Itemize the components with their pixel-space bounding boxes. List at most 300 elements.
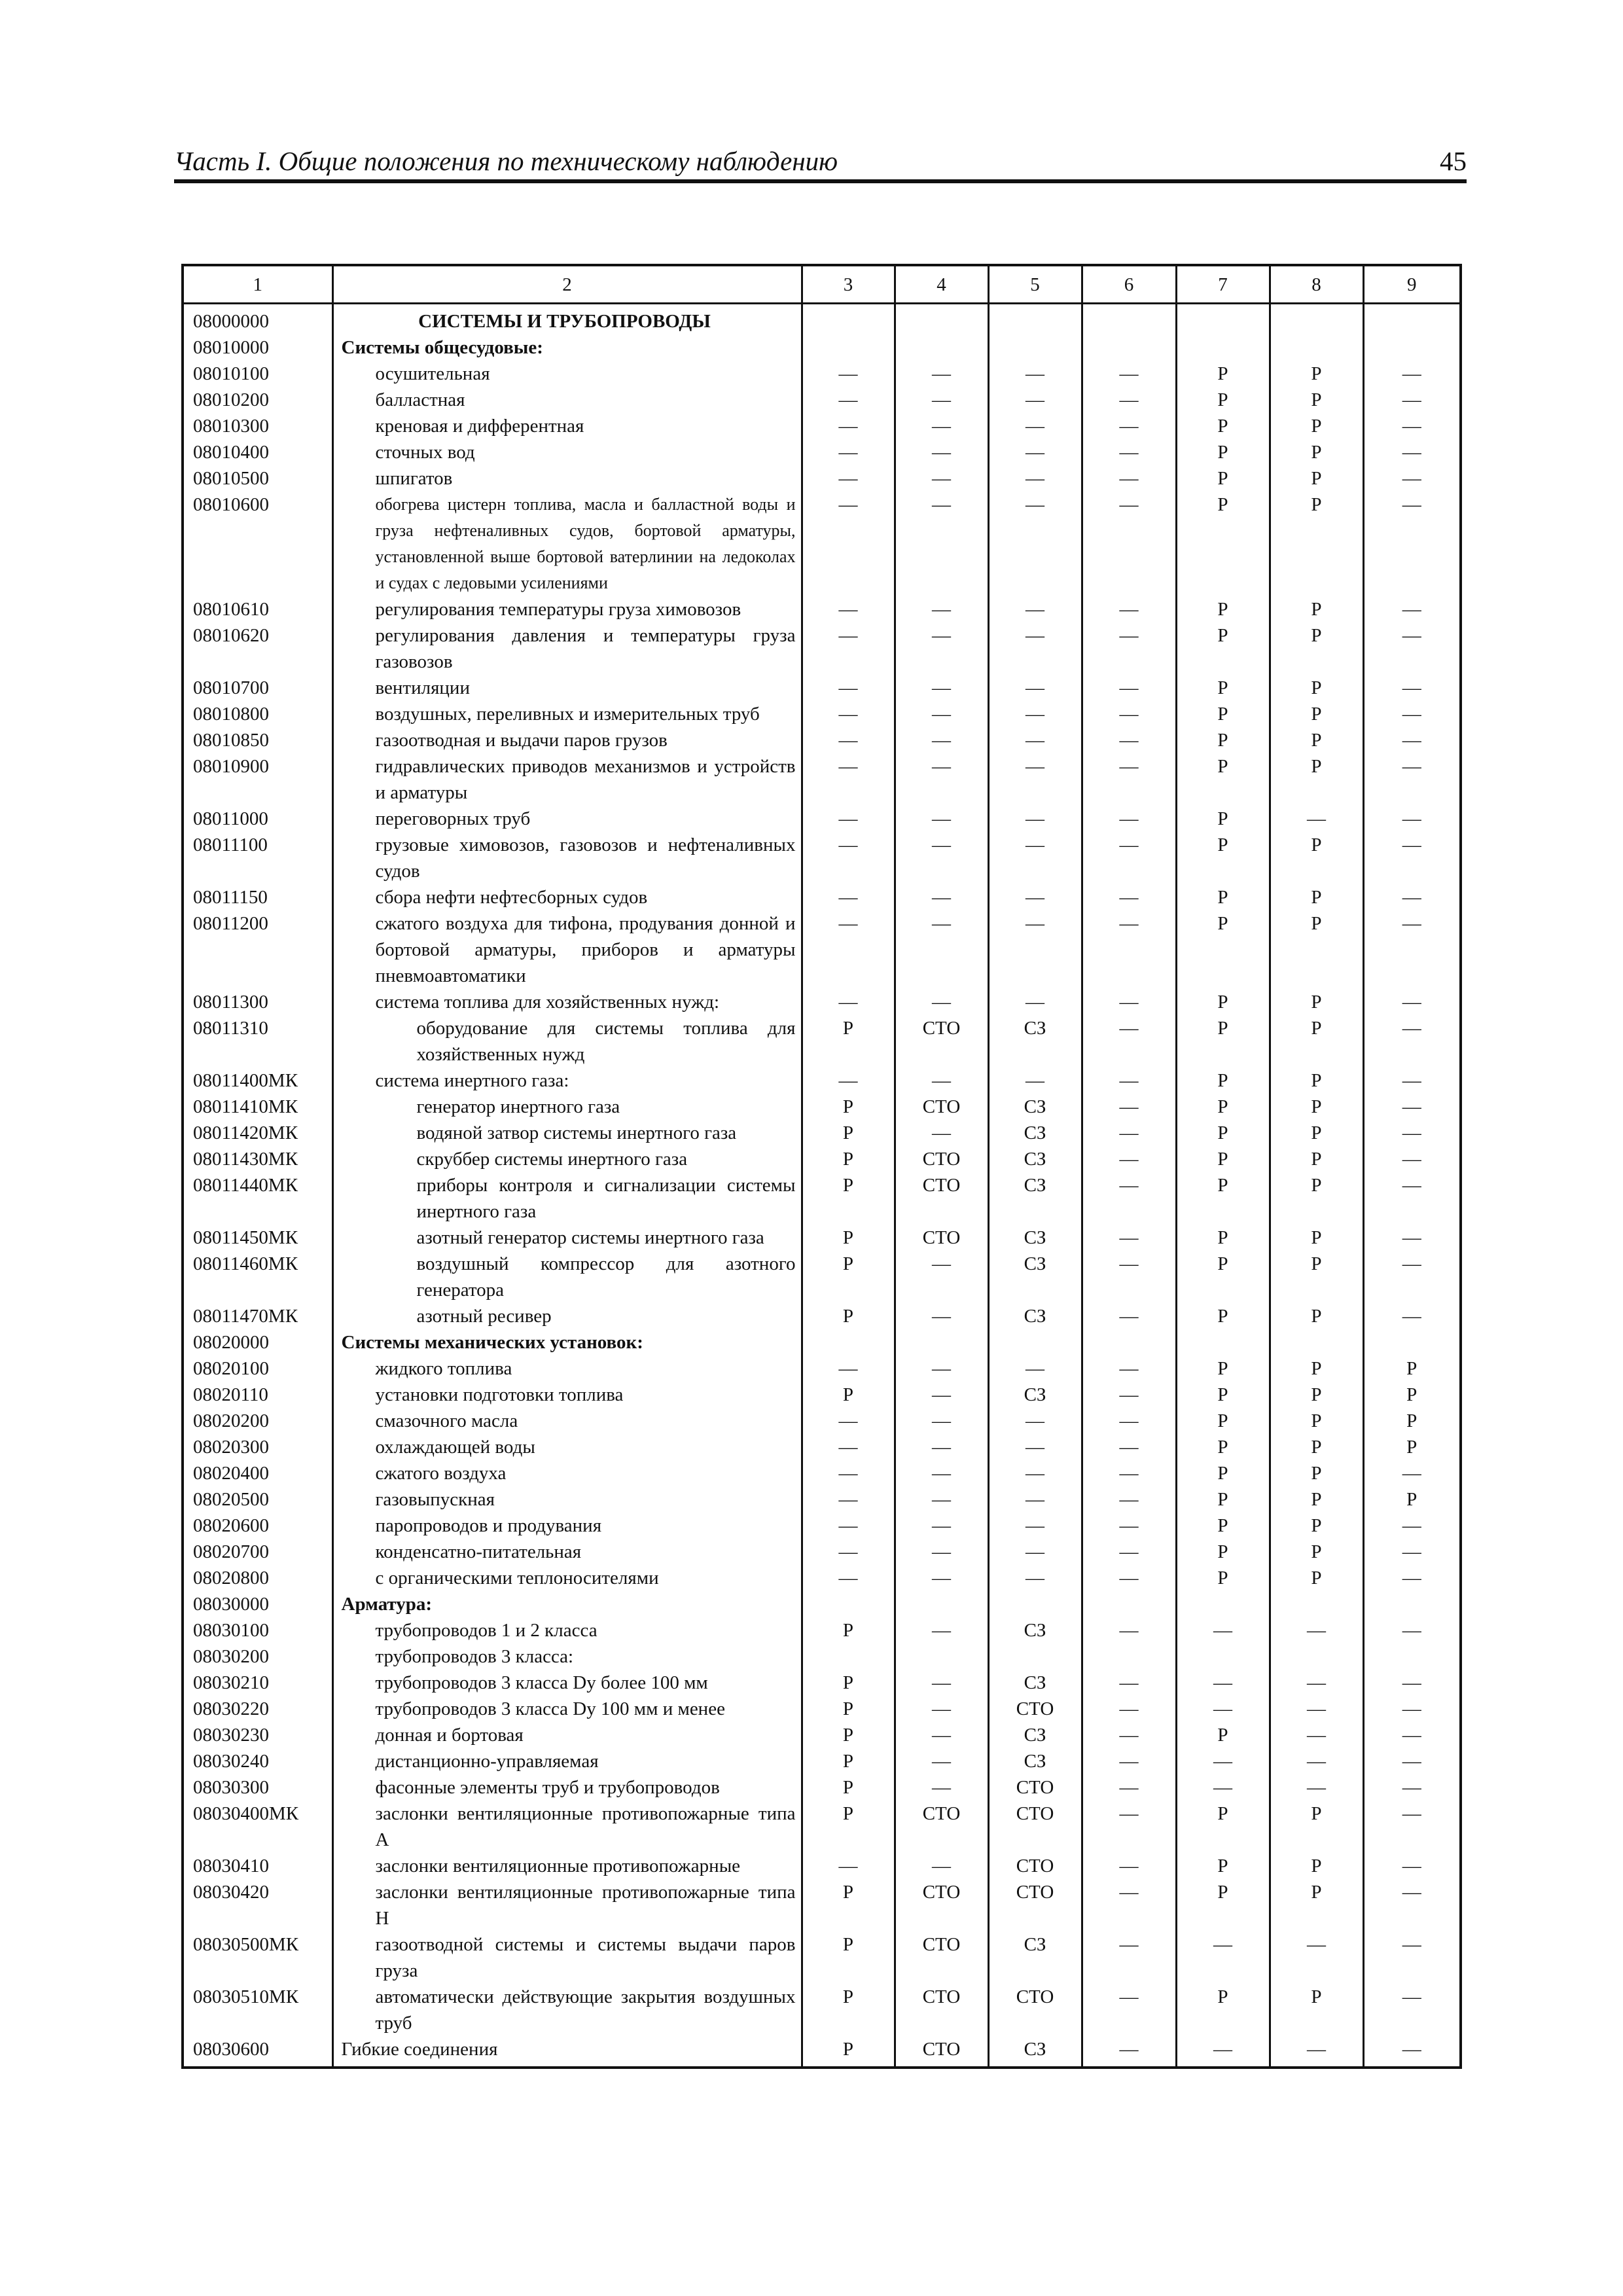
mark-cell-col-7: Р [1176,596,1270,622]
mark-cell-col-4: — [895,1251,988,1303]
table-row [183,1303,1461,1329]
mark-cell-col-6: — [1082,1513,1176,1539]
item-code: 08030220 [183,1696,332,1722]
mark-cell-col-5: СЗ [988,1670,1082,1696]
mark-cell-col-4: — [895,413,988,439]
item-name: жидкого топлива [332,1355,802,1382]
table-row [183,727,1461,753]
mark-cell-col-5 [988,334,1082,361]
item-code: 08010500 [183,465,332,492]
mark-cell-col-6: — [1082,884,1176,910]
column-header: 3 [802,265,895,304]
mark-cell-col-8: Р [1270,413,1363,439]
mark-cell-col-4: СТО [895,1172,988,1225]
mark-cell-col-6: — [1082,753,1176,806]
mark-cell-col-7: Р [1176,1722,1270,1748]
mark-cell-col-3: Р [802,1120,895,1146]
item-name: фасонные элементы труб и трубопроводов [332,1774,802,1801]
mark-cell-col-3: — [802,727,895,753]
mark-cell-col-8: — [1270,2036,1363,2068]
mark-cell-col-5: — [988,1460,1082,1486]
table-row [183,832,1461,884]
mark-cell-col-9: — [1363,1225,1461,1251]
mark-cell-col-9 [1363,1591,1461,1617]
mark-cell-col-3 [802,1329,895,1355]
mark-cell-col-9: — [1363,727,1461,753]
mark-cell-col-6 [1082,304,1176,335]
mark-cell-col-7: Р [1176,1434,1270,1460]
mark-cell-col-4: СТО [895,1015,988,1067]
mark-cell-col-7: Р [1176,622,1270,675]
mark-cell-col-9: — [1363,1853,1461,1879]
table-row [183,1434,1461,1460]
mark-cell-col-6: — [1082,1460,1176,1486]
mark-cell-col-5: — [988,622,1082,675]
mark-cell-col-7: Р [1176,753,1270,806]
table-row [183,1251,1461,1303]
item-name: осушительная [332,361,802,387]
item-name: система топлива для хозяйственных нужд: [332,989,802,1015]
mark-cell-col-4: — [895,1565,988,1591]
mark-cell-col-8: Р [1270,753,1363,806]
item-name: сжатого воздуха для тифона, продувания донной и бортовой арматуры, приборов и арматуры пневмоавтоматики [332,910,802,989]
table-body [183,304,1461,2068]
mark-cell-col-3 [802,1643,895,1670]
mark-cell-col-4: СТО [895,1146,988,1172]
table-row [183,884,1461,910]
mark-cell-col-8: Р [1270,832,1363,884]
mark-cell-col-8 [1270,1329,1363,1355]
mark-cell-col-9: — [1363,1513,1461,1539]
mark-cell-col-5: — [988,701,1082,727]
mark-cell-col-9: — [1363,439,1461,465]
mark-cell-col-9: — [1363,1251,1461,1303]
item-code: 08011410МК [183,1094,332,1120]
mark-cell-col-3: Р [802,1382,895,1408]
mark-cell-col-5: СТО [988,1774,1082,1801]
mark-cell-col-4 [895,1329,988,1355]
mark-cell-col-9: — [1363,1984,1461,2036]
mark-cell-col-6 [1082,1591,1176,1617]
table-row [183,1696,1461,1722]
mark-cell-col-9: — [1363,465,1461,492]
mark-cell-col-6: — [1082,1225,1176,1251]
mark-cell-col-4: — [895,1670,988,1696]
mark-cell-col-7 [1176,334,1270,361]
mark-cell-col-4: — [895,1434,988,1460]
mark-cell-col-9: — [1363,622,1461,675]
table-row [183,910,1461,989]
table-row [183,1015,1461,1067]
mark-cell-col-3: — [802,832,895,884]
mark-cell-col-3: — [802,465,895,492]
mark-cell-col-7: Р [1176,701,1270,727]
mark-cell-col-9: — [1363,361,1461,387]
item-code: 08030200 [183,1643,332,1670]
item-name: водяной затвор системы инертного газа [332,1120,802,1146]
mark-cell-col-7: Р [1176,806,1270,832]
mark-cell-col-8: Р [1270,1879,1363,1931]
mark-cell-col-3: — [802,1434,895,1460]
mark-cell-col-5: — [988,806,1082,832]
mark-cell-col-7: Р [1176,1513,1270,1539]
mark-cell-col-4: — [895,387,988,413]
mark-cell-col-7: Р [1176,1015,1270,1067]
mark-cell-col-8: Р [1270,675,1363,701]
table-row [183,1172,1461,1225]
mark-cell-col-7 [1176,1643,1270,1670]
page-number: 45 [1440,146,1467,176]
mark-cell-col-3: Р [802,1172,895,1225]
mark-cell-col-9 [1363,304,1461,335]
mark-cell-col-4: СТО [895,1984,988,2036]
item-name: трубопроводов 3 класса: [332,1643,802,1670]
mark-cell-col-8: Р [1270,701,1363,727]
mark-cell-col-4: — [895,910,988,989]
mark-cell-col-4: — [895,1853,988,1879]
mark-cell-col-3: Р [802,1774,895,1801]
mark-cell-col-5: — [988,727,1082,753]
running-title: Часть I. Общие положения по техническому наблюдению [174,146,838,176]
table-row [183,701,1461,727]
mark-cell-col-7: Р [1176,1539,1270,1565]
mark-cell-col-5: — [988,1408,1082,1434]
item-code: 08010100 [183,361,332,387]
mark-cell-col-7: Р [1176,1486,1270,1513]
mark-cell-col-4: — [895,1382,988,1408]
table-row [183,675,1461,701]
mark-cell-col-9: — [1363,701,1461,727]
item-code: 08011450МК [183,1225,332,1251]
mark-cell-col-7: — [1176,1931,1270,1984]
mark-cell-col-4: — [895,675,988,701]
item-name: гидравлических приводов механизмов и устройств и арматуры [332,753,802,806]
mark-cell-col-8: Р [1270,1120,1363,1146]
mark-cell-col-7: Р [1176,1565,1270,1591]
mark-cell-col-7 [1176,1591,1270,1617]
mark-cell-col-8: Р [1270,1303,1363,1329]
item-name: конденсатно-питательная [332,1539,802,1565]
mark-cell-col-7: Р [1176,727,1270,753]
mark-cell-col-8: Р [1270,884,1363,910]
item-name: с органическими теплоносителями [332,1565,802,1591]
mark-cell-col-8: Р [1270,1853,1363,1879]
item-code: 08030510МК [183,1984,332,2036]
mark-cell-col-9: — [1363,2036,1461,2068]
table-row [183,1984,1461,2036]
table-row [183,1329,1461,1355]
item-code: 08030600 [183,2036,332,2068]
item-name: обогрева цистерн топлива, масла и балластной воды и груза нефтеналивных судов, бортовой арматуры, установленной выше бортовой ватерлинии на ледоколах и судах с ледовыми усилениями [332,492,802,596]
mark-cell-col-6: — [1082,1146,1176,1172]
mark-cell-col-3: — [802,387,895,413]
mark-cell-col-6: — [1082,1748,1176,1774]
table-row [183,1879,1461,1931]
mark-cell-col-8: Р [1270,727,1363,753]
mark-cell-col-5: СЗ [988,1172,1082,1225]
table-row [183,1565,1461,1591]
item-code: 08030240 [183,1748,332,1774]
mark-cell-col-6: — [1082,675,1176,701]
table-row [183,439,1461,465]
item-code: 08020400 [183,1460,332,1486]
table-row [183,361,1461,387]
mark-cell-col-9: — [1363,884,1461,910]
mark-cell-col-6: — [1082,1120,1176,1146]
mark-cell-col-6: — [1082,701,1176,727]
mark-cell-col-6: — [1082,1303,1176,1329]
item-name: сбора нефти нефтесборных судов [332,884,802,910]
item-name: креновая и дифферентная [332,413,802,439]
mark-cell-col-3: Р [802,1722,895,1748]
mark-cell-col-4: — [895,1486,988,1513]
item-name: переговорных труб [332,806,802,832]
item-name: донная и бортовая [332,1722,802,1748]
table-row [183,1853,1461,1879]
item-name: вентиляции [332,675,802,701]
mark-cell-col-3: Р [802,1931,895,1984]
item-code: 08020500 [183,1486,332,1513]
mark-cell-col-6: — [1082,1172,1176,1225]
mark-cell-col-4: — [895,1748,988,1774]
mark-cell-col-6: — [1082,1617,1176,1643]
mark-cell-col-3: — [802,622,895,675]
mark-cell-col-7 [1176,1329,1270,1355]
item-code: 08020100 [183,1355,332,1382]
item-code: 08010850 [183,727,332,753]
mark-cell-col-5: — [988,361,1082,387]
mark-cell-col-7: Р [1176,439,1270,465]
mark-cell-col-4: — [895,1355,988,1382]
page-header [174,145,1467,183]
mark-cell-col-4: — [895,1513,988,1539]
item-name: генератор инертного газа [332,1094,802,1120]
column-header: 7 [1176,265,1270,304]
mark-cell-col-7: — [1176,1696,1270,1722]
table-row [183,1382,1461,1408]
mark-cell-col-5: — [988,387,1082,413]
table-row [183,989,1461,1015]
mark-cell-col-4: — [895,492,988,596]
mark-cell-col-7: Р [1176,1801,1270,1853]
item-name: воздушный компрессор для азотного генератора [332,1251,802,1303]
mark-cell-col-6: — [1082,727,1176,753]
mark-cell-col-4: — [895,832,988,884]
mark-cell-col-4: — [895,1539,988,1565]
mark-cell-col-8 [1270,304,1363,335]
mark-cell-col-9: — [1363,1617,1461,1643]
mark-cell-col-3: Р [802,1984,895,2036]
mark-cell-col-9: — [1363,989,1461,1015]
item-code: 08011470МК [183,1303,332,1329]
mark-cell-col-6: — [1082,1355,1176,1382]
item-name: установки подготовки топлива [332,1382,802,1408]
item-code: 08020000 [183,1329,332,1355]
mark-cell-col-5: — [988,1067,1082,1094]
item-name: приборы контроля и сигнализации системы инертного газа [332,1172,802,1225]
mark-cell-col-9: — [1363,492,1461,596]
item-name: газоотводная и выдачи паров грузов [332,727,802,753]
mark-cell-col-3: — [802,753,895,806]
item-code: 08010600 [183,492,332,596]
mark-cell-col-9: Р [1363,1408,1461,1434]
mark-cell-col-9: — [1363,1460,1461,1486]
mark-cell-col-8: Р [1270,361,1363,387]
mark-cell-col-3: Р [802,1094,895,1120]
mark-cell-col-9: — [1363,832,1461,884]
table-row [183,1801,1461,1853]
item-code: 08010700 [183,675,332,701]
mark-cell-col-4: — [895,465,988,492]
table-row [183,1513,1461,1539]
item-code: 08030000 [183,1591,332,1617]
mark-cell-col-3: — [802,1355,895,1382]
mark-cell-col-5: — [988,413,1082,439]
mark-cell-col-8: Р [1270,1434,1363,1460]
mark-cell-col-3: Р [802,1303,895,1329]
mark-cell-col-6: — [1082,622,1176,675]
mark-cell-col-6: — [1082,1670,1176,1696]
item-code: 08020300 [183,1434,332,1460]
mark-cell-col-7: — [1176,1748,1270,1774]
mark-cell-col-4: — [895,1303,988,1329]
mark-cell-col-9 [1363,1643,1461,1670]
mark-cell-col-5: — [988,1513,1082,1539]
mark-cell-col-7: Р [1176,387,1270,413]
mark-cell-col-3: — [802,701,895,727]
mark-cell-col-9: — [1363,910,1461,989]
mark-cell-col-8: — [1270,1696,1363,1722]
mark-cell-col-3: — [802,910,895,989]
mark-cell-col-7: Р [1176,413,1270,439]
item-code: 08011310 [183,1015,332,1067]
item-name: скруббер системы инертного газа [332,1146,802,1172]
item-name: СИСТЕМЫ И ТРУБОПРОВОДЫ [332,304,802,335]
mark-cell-col-5: — [988,1434,1082,1460]
item-code: 08011420МК [183,1120,332,1146]
item-name: охлаждающей воды [332,1434,802,1460]
mark-cell-col-4 [895,304,988,335]
mark-cell-col-8: Р [1270,1565,1363,1591]
table-row [183,465,1461,492]
mark-cell-col-8: Р [1270,1067,1363,1094]
mark-cell-col-9: — [1363,1879,1461,1931]
mark-cell-col-7: Р [1176,1382,1270,1408]
table-row [183,2036,1461,2068]
mark-cell-col-8: Р [1270,1094,1363,1120]
item-name: трубопроводов 3 класса Dу более 100 мм [332,1670,802,1696]
mark-cell-col-6: — [1082,1251,1176,1303]
mark-cell-col-7: Р [1176,1067,1270,1094]
mark-cell-col-9 [1363,334,1461,361]
mark-cell-col-6: — [1082,413,1176,439]
mark-cell-col-3: — [802,1408,895,1434]
item-code: 08011200 [183,910,332,989]
mark-cell-col-3: — [802,1486,895,1513]
mark-cell-col-3: — [802,439,895,465]
item-code: 08030420 [183,1879,332,1931]
mark-cell-col-9: — [1363,1172,1461,1225]
mark-cell-col-9: — [1363,1722,1461,1748]
mark-cell-col-8: Р [1270,910,1363,989]
item-code: 08011460МК [183,1251,332,1303]
mark-cell-col-5 [988,1591,1082,1617]
mark-cell-col-5: СЗ [988,1382,1082,1408]
mark-cell-col-5: СЗ [988,1931,1082,1984]
table-row [183,334,1461,361]
mark-cell-col-5: СЗ [988,1617,1082,1643]
item-code: 08030300 [183,1774,332,1801]
table-row [183,1067,1461,1094]
mark-cell-col-9: — [1363,1120,1461,1146]
mark-cell-col-4 [895,334,988,361]
mark-cell-col-6: — [1082,2036,1176,2068]
mark-cell-col-5: — [988,675,1082,701]
mark-cell-col-8: Р [1270,1513,1363,1539]
mark-cell-col-6: — [1082,1539,1176,1565]
mark-cell-col-5: — [988,910,1082,989]
mark-cell-col-4: — [895,1617,988,1643]
mark-cell-col-9: — [1363,675,1461,701]
mark-cell-col-4: — [895,622,988,675]
item-code: 08030410 [183,1853,332,1879]
item-name: оборудование для системы топлива для хозяйственных нужд [332,1015,802,1067]
mark-cell-col-8: Р [1270,1408,1363,1434]
item-name: заслонки вентиляционные противопожарные [332,1853,802,1879]
mark-cell-col-6 [1082,1643,1176,1670]
mark-cell-col-5 [988,304,1082,335]
column-header: 4 [895,265,988,304]
mark-cell-col-3 [802,304,895,335]
mark-cell-col-9: — [1363,1565,1461,1591]
item-name: дистанционно-управляемая [332,1748,802,1774]
mark-cell-col-9: — [1363,806,1461,832]
mark-cell-col-5: СТО [988,1984,1082,2036]
item-code: 08011150 [183,884,332,910]
mark-cell-col-3: — [802,1067,895,1094]
item-name: автоматически действующие закрытия воздушных труб [332,1984,802,2036]
item-name: смазочного масла [332,1408,802,1434]
column-header: 2 [332,265,802,304]
mark-cell-col-5: — [988,1355,1082,1382]
mark-cell-col-5: СЗ [988,1146,1082,1172]
mark-cell-col-8: Р [1270,1984,1363,2036]
item-code: 08010400 [183,439,332,465]
mark-cell-col-9: Р [1363,1486,1461,1513]
mark-cell-col-7: — [1176,2036,1270,2068]
mark-cell-col-6: — [1082,1094,1176,1120]
mark-cell-col-9 [1363,1329,1461,1355]
mark-cell-col-9: — [1363,1067,1461,1094]
mark-cell-col-7: — [1176,1774,1270,1801]
mark-cell-col-6: — [1082,492,1176,596]
mark-cell-col-3: — [802,413,895,439]
mark-cell-col-6: — [1082,1722,1176,1748]
mark-cell-col-5: СТО [988,1801,1082,1853]
mark-cell-col-7: Р [1176,1120,1270,1146]
mark-cell-col-9: — [1363,1094,1461,1120]
item-code: 08030230 [183,1722,332,1748]
mark-cell-col-7: Р [1176,989,1270,1015]
mark-cell-col-4: — [895,727,988,753]
mark-cell-col-7: Р [1176,1251,1270,1303]
item-code: 08020600 [183,1513,332,1539]
mark-cell-col-3: Р [802,1617,895,1643]
mark-cell-col-5: — [988,1539,1082,1565]
classification-table [181,264,1462,2069]
mark-cell-col-3 [802,1591,895,1617]
mark-cell-col-8: Р [1270,1225,1363,1251]
